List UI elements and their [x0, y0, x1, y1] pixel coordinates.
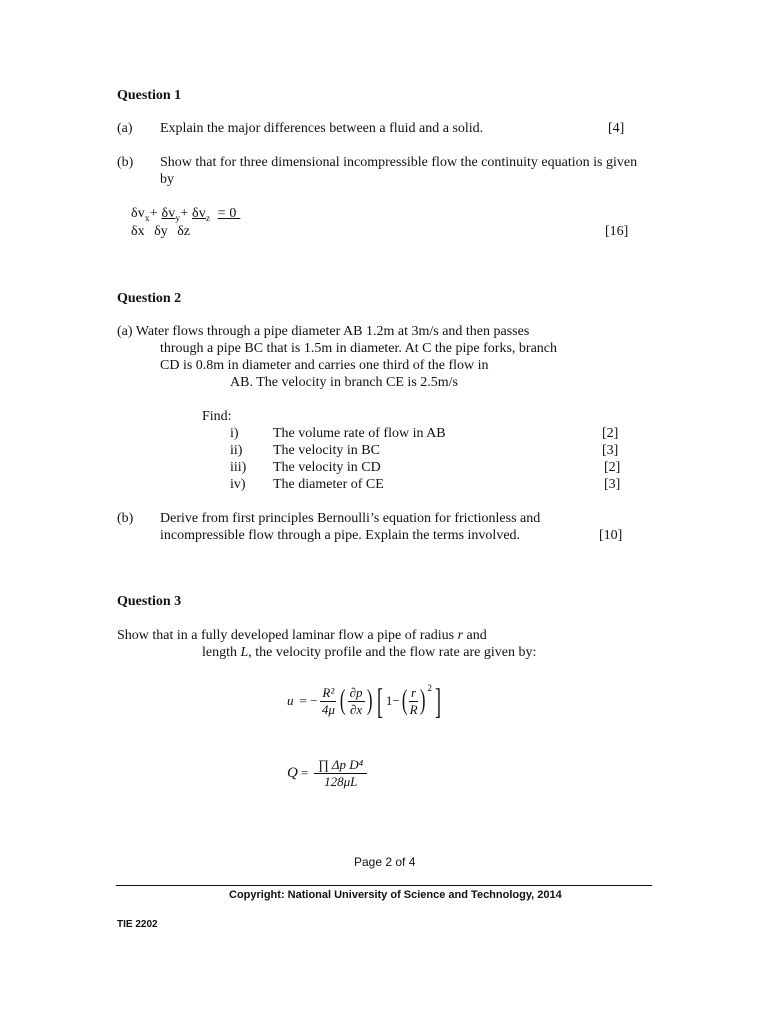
- eq-paren-open: (: [340, 685, 346, 716]
- q1-a-label: (a): [117, 121, 133, 136]
- continuity-equation-denominators: δx δy δz: [131, 224, 191, 239]
- item-marks-4: [3]: [604, 477, 621, 492]
- continuity-equation-numerators: [131, 206, 240, 223]
- eq-paren-open-2: (: [401, 685, 408, 716]
- q1-b-text-line1: Show that for three dimensional incompressible flow the continuity equation is given: [160, 155, 638, 170]
- q2-b-label: (b): [117, 511, 134, 526]
- item-num-4: iv): [230, 477, 246, 492]
- velocity-profile-equation: [287, 681, 444, 721]
- item-num-2: ii): [230, 443, 243, 458]
- course-code: TIE 2202: [117, 919, 158, 930]
- q1-b-marks: [16]: [605, 224, 629, 239]
- eq-term-vy: $\delta v_y$: [161, 206, 181, 223]
- eq-paren-close: ): [366, 685, 372, 716]
- q2-b-line2: incompressible flow through a pipe. Explain the terms involved.: [160, 528, 521, 543]
- item-text-3: The velocity in CD: [273, 460, 381, 475]
- page-number: Page 2 of 4: [354, 855, 416, 869]
- q2-a-line1: (a) Water flows through a pipe diameter AB 1.2m at 3m/s and then passes: [117, 324, 530, 339]
- item-num-3: iii): [230, 460, 247, 475]
- question-1-heading: Question 1: [117, 88, 182, 103]
- copyright-notice: Copyright: National University of Science and Technology, 2014: [229, 889, 562, 901]
- eq-u: u: [287, 693, 294, 708]
- item-num-1: i): [230, 426, 239, 441]
- footer-divider: [116, 885, 652, 886]
- eq-one-minus: 1−: [385, 693, 400, 708]
- eq-bracket-open: [: [376, 681, 383, 721]
- eq-equals-minus: = −: [299, 693, 318, 708]
- eq-term-vz: + $\delta v_z = 0$: [180, 206, 241, 223]
- q1-b-label: (b): [117, 155, 134, 170]
- item-text-4: The diameter of CE: [273, 477, 384, 492]
- eq-exponent: 2: [427, 683, 432, 693]
- item-marks-1: [2]: [602, 426, 619, 441]
- item-marks-3: [2]: [604, 460, 621, 475]
- q2-b-line1: Derive from first principles Bernoulli’s equation for frictionless and: [160, 511, 541, 526]
- q3-line2: length L, the velocity profile and the flow rate are given by:: [202, 645, 537, 660]
- q1-b-text-line2: by: [160, 172, 174, 187]
- eq-paren-close-2: ): [419, 685, 426, 716]
- eq-flow-fraction: $\frac{\text{∏ Δp D⁴}}{128\mu L}$: [314, 757, 367, 790]
- eq-term-vx: $\delta v_x+$: [131, 206, 162, 223]
- eq-q-equals: =: [300, 765, 309, 780]
- q2-b-marks: [10]: [599, 528, 623, 543]
- q2-a-line4: AB. The velocity in branch CE is 2.5m/s: [230, 375, 458, 390]
- eq-q: Q: [287, 764, 298, 781]
- item-text-2: The velocity in BC: [273, 443, 380, 458]
- question-2-heading: Question 2: [117, 291, 182, 306]
- q1-a-text: Explain the major differences between a fluid and a solid.: [160, 121, 484, 136]
- eq-r2-over-4mu: $\frac{\text{R²}}{4\mu}$: [321, 684, 335, 717]
- flow-rate-equation: [287, 753, 367, 793]
- item-marks-2: [3]: [602, 443, 619, 458]
- eq-r-over-R: $\frac{r}{R}$: [409, 684, 418, 717]
- item-text-1: The volume rate of flow in AB: [273, 426, 446, 441]
- q3-line1: Show that in a fully developed laminar flow a pipe of radius r and: [117, 628, 487, 643]
- question-3-heading: Question 3: [117, 594, 182, 609]
- q2-a-line3: CD is 0.8m in diameter and carries one third of the flow in: [160, 358, 489, 373]
- find-label: Find:: [202, 409, 232, 424]
- q1-a-marks: [4]: [608, 121, 625, 136]
- q2-a-line2: through a pipe BC that is 1.5m in diameter. At C the pipe forks, branch: [160, 341, 557, 356]
- eq-dp-dx: $\frac{\partial p}{\partial x}$: [349, 684, 363, 717]
- eq-bracket-close: ]: [434, 681, 441, 721]
